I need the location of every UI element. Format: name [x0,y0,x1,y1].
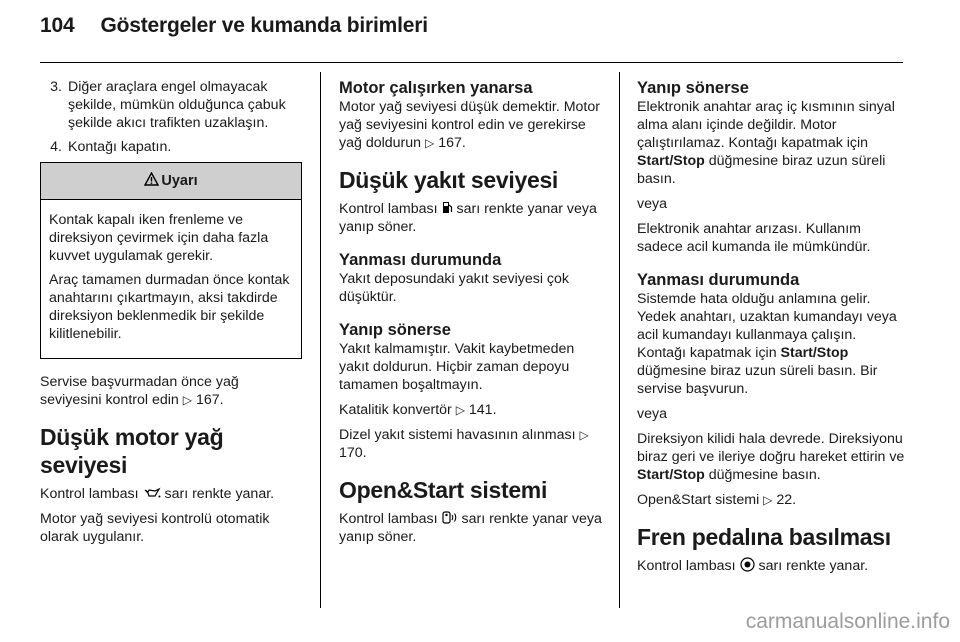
steps-list [40,78,302,156]
list-item-number: 3. [50,79,62,95]
column-1 [40,78,302,553]
list-item-text: Diğer araçlara engel olmayacak şekilde, mümkün olduğunca çabuk şekilde akıcı trafikten uzaklaşın. [68,79,286,131]
page-ref: 167. [195,392,224,408]
list-item [40,138,302,156]
startstop-label: Start/Stop [637,467,705,483]
paragraph: Elektronik anahtar arızası. Kullanım sadece acil kumanda ile mümkündür. [637,221,871,255]
paragraph: Kontrol lambası sarı renkte yanar veya yanıp söner. [339,201,597,235]
paragraph: Yakıt deposundaki yakıt seviyesi çok düşüktür. [339,271,570,305]
page-title: Göstergeler ve kumanda birimleri [100,14,428,37]
page-ref-icon: ▷ [425,136,435,150]
brake-pedal-icon [740,558,755,574]
paragraph: Motor yağ seviyesi kontrolü otomatik olarak uygulanır. [40,511,270,545]
section-heading: Düşük motor yağ seviyesi [40,424,224,478]
column-2 [339,78,607,553]
list-item [40,78,302,132]
page-ref: 22. [776,492,797,508]
page-number: 104 [40,14,75,37]
paragraph: Direksiyon kilidi hala devrede. Direksiyonu biraz geri ve ileriye doğru hareket ettirin ve Start/Stop düğmesine basın. [637,431,905,483]
paragraph: Elektronik anahtar araç iç kısmının sinyal alma alanı içinde değildir. Motor çalıştırılamaz. Kontağı kapatmak için Start/Stop düğmesine biraz uzun süreli basın. [637,99,895,187]
paragraph: Dizel yakıt sistemi havasının alınması ▷ 170. [339,427,589,461]
page-ref: 141. [468,402,497,418]
warning-title: Uyarı [161,173,198,189]
startstop-label: Start/Stop [780,345,849,361]
paragraph: Open&Start sistemi ▷ 22. [637,492,797,508]
page-ref: 170. [339,445,367,461]
warning-paragraph: Kontak kapalı iken frenleme ve direksiyon çevirmek için daha fazla kuvvet uygulamak gerekir. [49,212,269,264]
paragraph: Kontrol lambası sarı renkte yanar. [40,486,275,502]
subheading: Motor çalışırken yanarsa [339,79,533,97]
page-ref: 167. [438,135,466,151]
paragraph: Servise başvurmadan önce yağ seviyesini kontrol edin ▷ 167. [40,374,239,408]
paragraph: Kontrol lambası sarı renkte yanar veya yanıp söner. [339,511,602,545]
paragraph: Katalitik konvertör ▷ 141. [339,402,497,418]
paragraph: Sistemde hata olduğu anlamına gelir. Yedek anahtarı, uzaktan kumandayı veya acil kumandayı kullanmaya çalışın. Kontağı kapatmak için Start/Stop düğmesine biraz uzun süreli basın. Bir servise başvurun. [637,291,897,397]
paragraph: Kontrol lambası sarı renkte yanar. [637,558,869,574]
subheading: Yanması durumunda [637,271,800,289]
warning-triangle-icon [144,172,159,191]
warning-header [41,163,301,200]
warning-paragraph: Araç tamamen durmadan önce kontak anahtarını çıkartmayın, aksi takdirde direksiyon beklenmedik bir şekilde kilitlenebilir. [49,272,290,342]
page-header [40,14,428,38]
column-divider-2 [619,72,620,608]
warning-box [40,162,302,359]
page-ref-icon: ▷ [579,428,589,442]
paragraph: veya [637,196,667,212]
page-ref-icon: ▷ [455,403,465,417]
list-item-number: 4. [50,139,62,155]
key-signal-icon [442,511,458,527]
section-heading: Open&Start sistemi [339,477,548,503]
page-ref-icon: ▷ [182,393,192,407]
warning-body [41,200,301,358]
column-divider-1 [320,72,321,608]
section-heading: Düşük yakıt seviyesi [339,167,559,193]
section-heading: Fren pedalına basılması [637,524,891,550]
paragraph: veya [637,406,667,422]
watermark: carmanualsonline.info [745,610,950,633]
page-ref-icon: ▷ [763,493,773,507]
paragraph: Motor yağ seviyesi düşük demektir. Motor yağ seviyesini kontrol edin ve gerekirse yağ doldurun ▷ 167. [339,99,600,151]
oil-can-icon [143,486,161,502]
list-item-text: Kontağı kapatın. [68,139,172,155]
startstop-label: Start/Stop [637,153,705,169]
subheading: Yanıp sönerse [339,321,451,339]
column-3 [637,78,905,582]
fuel-pump-icon [442,201,453,217]
paragraph: Yakıt kalmamıştır. Vakit kaybetmeden yakıt doldurun. Hiçbir zaman depoyu tamamen boşaltmayın. [339,341,575,393]
subheading: Yanması durumunda [339,251,502,269]
header-rule [40,62,903,63]
subheading: Yanıp sönerse [637,79,749,97]
